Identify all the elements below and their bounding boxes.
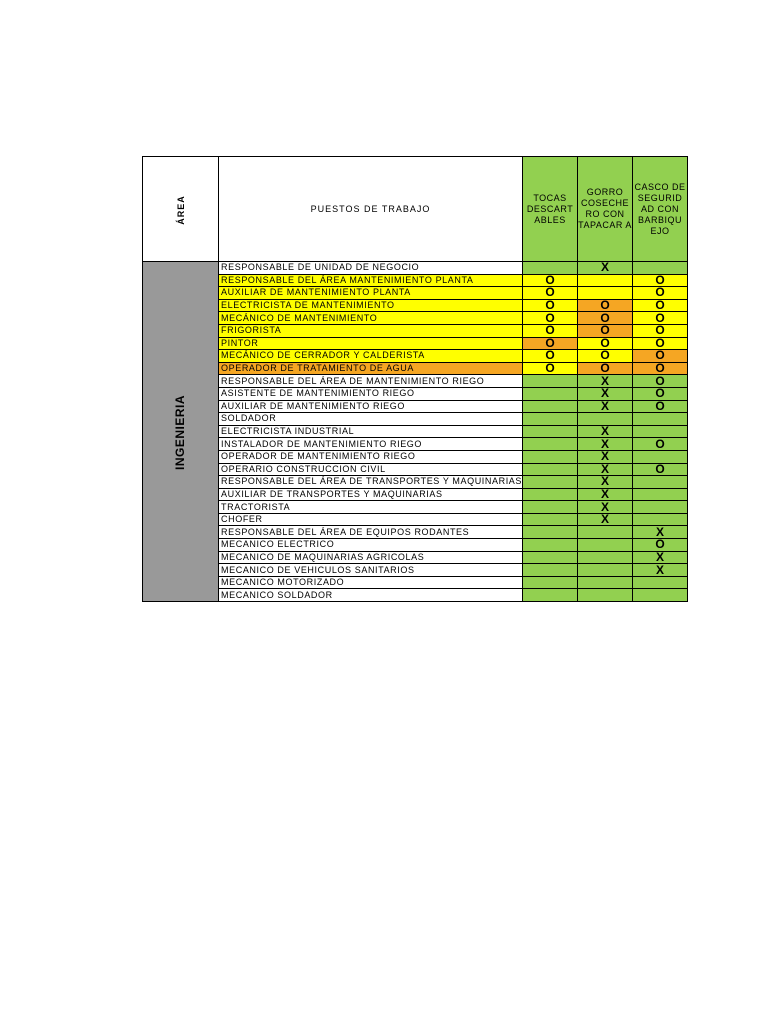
table-row	[143, 375, 688, 388]
ppe-mark-cell	[523, 513, 578, 526]
ppe-mark-cell: O	[633, 463, 688, 476]
ppe-mark-cell: O	[633, 350, 688, 363]
ppe-mark-cell: X	[633, 526, 688, 539]
ppe-mark-cell: O	[633, 299, 688, 312]
job-position-cell: OPERADOR DE TRATAMIENTO DE AGUA	[219, 362, 523, 375]
ppe-mark-cell	[578, 539, 633, 552]
table-row	[143, 274, 688, 287]
ppe-mark-cell	[578, 564, 633, 577]
job-position-cell: RESPONSABLE DEL ÁREA DE TRANSPORTES Y MAQUINARIAS	[219, 476, 523, 489]
ppe-mark-cell	[633, 413, 688, 426]
job-position-cell: OPERARIO CONSTRUCCION CIVIL	[219, 463, 523, 476]
ppe-mark-cell	[578, 526, 633, 539]
area-header-label: ÁREA	[175, 195, 186, 225]
ppe-mark-cell: O	[578, 350, 633, 363]
ppe-mark-cell: O	[523, 312, 578, 325]
ppe-mark-cell	[523, 387, 578, 400]
ppe-mark-cell: O	[523, 287, 578, 300]
job-position-cell: ELECTRICISTA DE MANTENIMIENTO	[219, 299, 523, 312]
ppe-mark-cell	[633, 501, 688, 514]
job-position-cell: MECANICO MOTORIZADO	[219, 576, 523, 589]
ppe-mark-cell	[523, 425, 578, 438]
ppe-mark-cell	[633, 450, 688, 463]
job-position-cell: MECÁNICO DE CERRADOR Y CALDERISTA	[219, 350, 523, 363]
ppe-mark-cell	[523, 564, 578, 577]
ppe-mark-cell	[633, 262, 688, 275]
table-row	[143, 287, 688, 300]
job-position-cell: FRIGORISTA	[219, 324, 523, 337]
job-position-cell: RESPONSABLE DEL ÁREA DE EQUIPOS RODANTES	[219, 526, 523, 539]
table-row	[143, 324, 688, 337]
ppe-mark-cell: O	[523, 350, 578, 363]
table-row	[143, 463, 688, 476]
ppe-mark-cell	[578, 576, 633, 589]
table-row	[143, 539, 688, 552]
job-position-cell: SOLDADOR	[219, 413, 523, 426]
ppe-mark-cell: O	[578, 312, 633, 325]
ppe-mark-cell: X	[578, 262, 633, 275]
ppe-mark-cell	[523, 551, 578, 564]
job-position-cell: AUXILIAR DE TRANSPORTES Y MAQUINARIAS	[219, 488, 523, 501]
table-row	[143, 438, 688, 451]
area-header	[143, 157, 219, 262]
ppe-mark-cell	[578, 274, 633, 287]
ppe-mark-cell: O	[633, 539, 688, 552]
ppe-mark-cell: O	[633, 274, 688, 287]
table-row	[143, 387, 688, 400]
table-row	[143, 564, 688, 577]
job-position-cell: PINTOR	[219, 337, 523, 350]
job-position-cell: CHOFER	[219, 513, 523, 526]
job-position-cell: AUXILIAR DE MANTENIMIENTO PLANTA	[219, 287, 523, 300]
area-name: INGENIERIA	[173, 394, 188, 470]
ppe-mark-cell	[578, 551, 633, 564]
ppe-mark-cell	[523, 576, 578, 589]
job-position-cell: MECANICO DE MAQUINARIAS AGRICOLAS	[219, 551, 523, 564]
ppe-mark-cell	[633, 488, 688, 501]
ppe-mark-cell	[523, 463, 578, 476]
ppe-mark-cell	[523, 488, 578, 501]
table-row	[143, 450, 688, 463]
table-row	[143, 576, 688, 589]
table-row	[143, 476, 688, 489]
table-row	[143, 350, 688, 363]
ppe-mark-cell: O	[633, 400, 688, 413]
ppe-mark-cell: X	[578, 375, 633, 388]
ppe-mark-cell	[523, 476, 578, 489]
table-row	[143, 551, 688, 564]
ppe-mark-cell	[578, 589, 633, 602]
table-row	[143, 299, 688, 312]
ppe-mark-cell	[523, 501, 578, 514]
ppe-mark-cell	[523, 526, 578, 539]
job-position-cell: AUXILIAR DE MANTENIMIENTO RIEGO	[219, 400, 523, 413]
ppe-mark-cell: O	[633, 287, 688, 300]
ppe-mark-cell: O	[633, 324, 688, 337]
job-position-cell: TRACTORISTA	[219, 501, 523, 514]
ppe-mark-cell	[523, 589, 578, 602]
ppe-mark-cell: X	[578, 450, 633, 463]
job-position-cell: MECÁNICO DE MANTENIMIENTO	[219, 312, 523, 325]
job-position-cell: RESPONSABLE DEL ÁREA MANTENIMIENTO PLANTA	[219, 274, 523, 287]
table-row	[143, 337, 688, 350]
ppe-mark-cell: O	[523, 299, 578, 312]
job-position-cell: MECANICO DE VEHICULOS SANITARIOS	[219, 564, 523, 577]
ppe-mark-cell	[523, 375, 578, 388]
ppe-mark-cell: X	[578, 425, 633, 438]
ppe-mark-cell: O	[633, 375, 688, 388]
epp-matrix-table	[142, 156, 688, 602]
job-position-cell: RESPONSABLE DEL ÁREA DE MANTENIMIENTO RIEGO	[219, 375, 523, 388]
job-position-cell: INSTALADOR DE MANTENIMIENTO RIEGO	[219, 438, 523, 451]
ppe-mark-cell: O	[578, 299, 633, 312]
table-row	[143, 262, 688, 275]
ppe-mark-cell	[633, 576, 688, 589]
table-row	[143, 589, 688, 602]
job-position-cell: ASISTENTE DE MANTENIMIENTO RIEGO	[219, 387, 523, 400]
ppe-mark-cell: X	[578, 400, 633, 413]
ppe-mark-cell: X	[578, 501, 633, 514]
ppe-mark-cell	[523, 400, 578, 413]
ppe-mark-cell: O	[633, 387, 688, 400]
ppe-mark-cell: O	[633, 362, 688, 375]
ppe-mark-cell	[523, 262, 578, 275]
table-row	[143, 526, 688, 539]
ppe-mark-cell	[633, 476, 688, 489]
ppe-mark-cell	[523, 450, 578, 463]
job-position-cell: ELECTRICISTA INDUSTRIAL	[219, 425, 523, 438]
area-cell	[143, 262, 219, 602]
table-row	[143, 488, 688, 501]
ppe-mark-cell: O	[578, 324, 633, 337]
ppe-mark-cell: X	[578, 476, 633, 489]
ppe-mark-cell: O	[523, 337, 578, 350]
ppe-mark-cell	[633, 425, 688, 438]
ppe-mark-cell	[523, 413, 578, 426]
column-header-gorro: GORRO COSECHE RO CON TAPACAR A	[578, 157, 633, 262]
table-row	[143, 513, 688, 526]
header-row	[143, 157, 688, 262]
job-position-cell: MECANICO ELECTRICO	[219, 539, 523, 552]
ppe-mark-cell: O	[523, 362, 578, 375]
ppe-mark-cell: O	[633, 312, 688, 325]
ppe-mark-cell: O	[578, 362, 633, 375]
ppe-mark-cell	[578, 287, 633, 300]
ppe-mark-cell: O	[523, 324, 578, 337]
ppe-mark-cell: X	[578, 463, 633, 476]
ppe-mark-cell: X	[578, 387, 633, 400]
job-position-cell: RESPONSABLE DE UNIDAD DE NEGOCIO	[219, 262, 523, 275]
table-row	[143, 413, 688, 426]
job-position-cell: OPERADOR DE MANTENIMIENTO RIEGO	[219, 450, 523, 463]
ppe-mark-cell: O	[523, 274, 578, 287]
table-row	[143, 400, 688, 413]
ppe-mark-cell: X	[578, 513, 633, 526]
ppe-mark-cell	[523, 539, 578, 552]
ppe-mark-cell: X	[633, 564, 688, 577]
table-row	[143, 312, 688, 325]
ppe-mark-cell: O	[633, 438, 688, 451]
table-row	[143, 362, 688, 375]
table-row	[143, 425, 688, 438]
table-row	[143, 501, 688, 514]
ppe-mark-cell	[523, 438, 578, 451]
ppe-mark-cell	[633, 513, 688, 526]
ppe-mark-cell: O	[578, 337, 633, 350]
ppe-mark-cell: O	[633, 337, 688, 350]
column-header-casco: CASCO DE SEGURID AD CON BARBIQU EJO	[633, 157, 688, 262]
ppe-mark-cell: X	[633, 551, 688, 564]
job-position-cell: MECANICO SOLDADOR	[219, 589, 523, 602]
ppe-mark-cell	[633, 589, 688, 602]
column-header-tocas: TOCAS DESCART ABLES	[523, 157, 578, 262]
ppe-mark-cell	[578, 413, 633, 426]
ppe-mark-cell: X	[578, 438, 633, 451]
ppe-mark-cell: X	[578, 488, 633, 501]
puestos-header: PUESTOS DE TRABAJO	[219, 157, 523, 262]
